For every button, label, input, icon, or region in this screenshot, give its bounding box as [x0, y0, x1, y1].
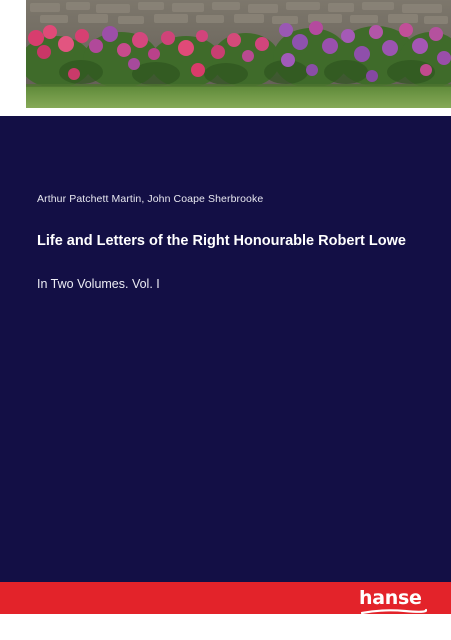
bottom-margin	[0, 614, 451, 640]
hydrangea-garden-image	[26, 0, 451, 108]
book-title: Life and Letters of the Right Honourable Robert Lowe	[37, 233, 406, 249]
publisher-logo	[359, 588, 429, 616]
cover-photo	[26, 0, 451, 108]
swoosh-icon	[361, 608, 427, 616]
cover-panel	[0, 116, 451, 582]
book-authors: Arthur Patchett Martin, John Coape Sherbrooke	[37, 193, 264, 205]
book-subtitle: In Two Volumes. Vol. I	[37, 277, 160, 291]
publisher-name: hanse	[359, 587, 422, 609]
